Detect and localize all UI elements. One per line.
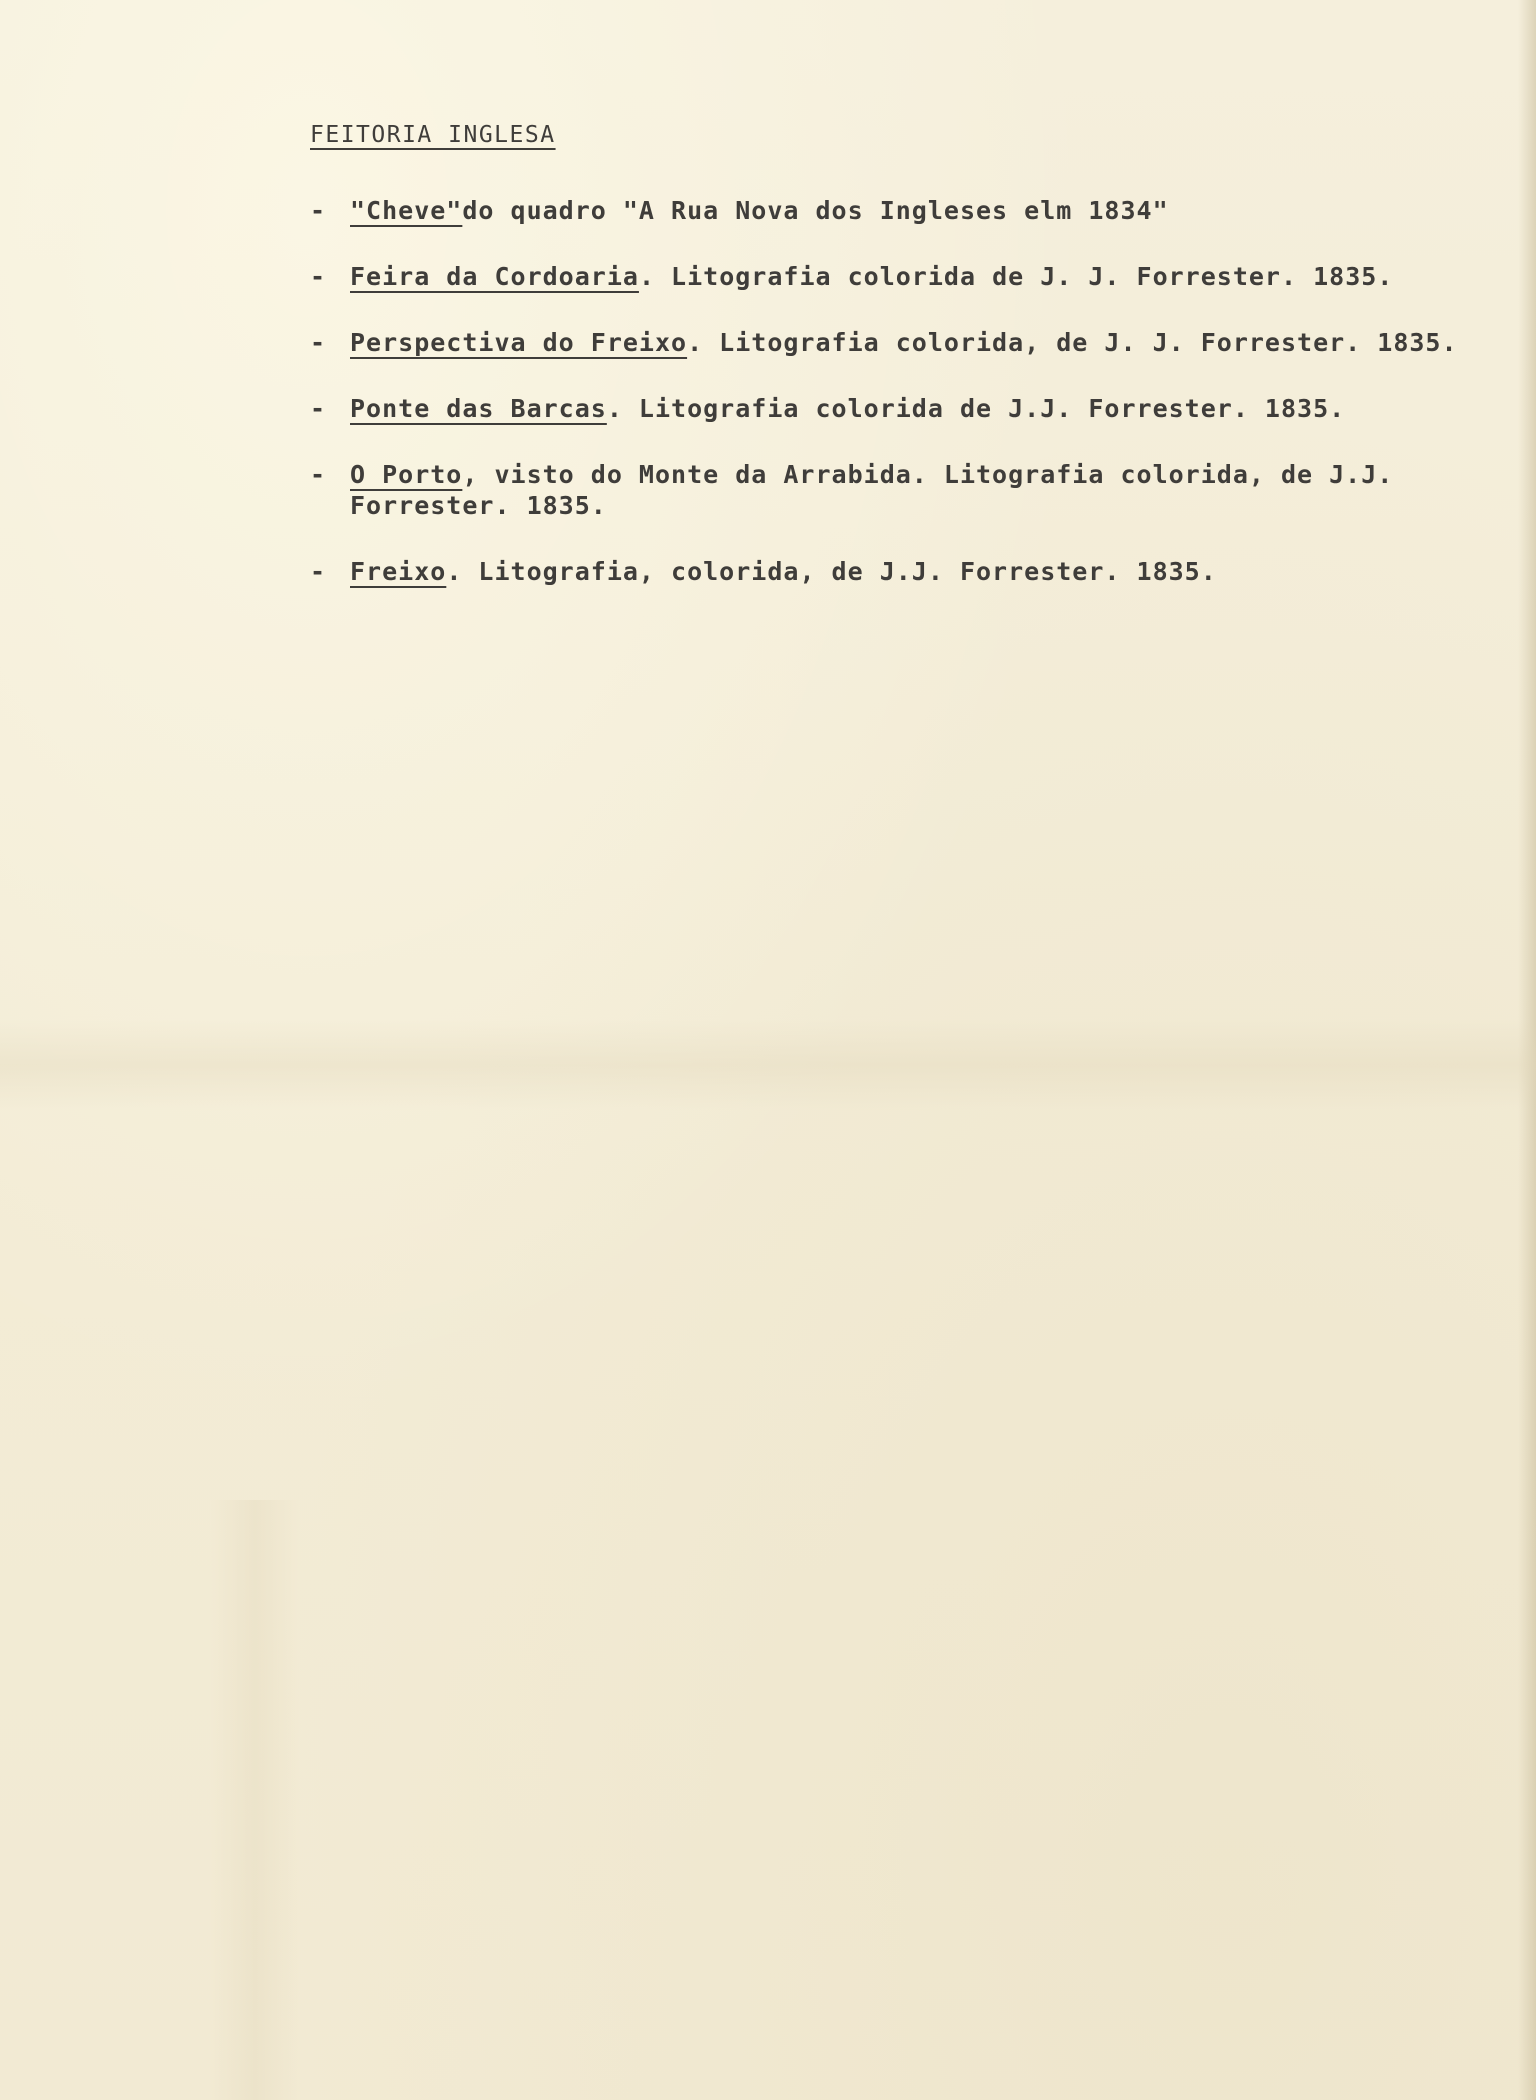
- entry-description: . Litografia colorida, de J. J. Forrester. 1835.: [687, 328, 1458, 357]
- entry-dash: -: [310, 460, 327, 489]
- typed-content: [310, 120, 1510, 622]
- entry-item: [310, 393, 1510, 424]
- entry-item: [310, 459, 1510, 521]
- entry-dash: -: [310, 262, 327, 291]
- entry-description: do quadro "A Rua Nova dos Ingleses elm 1834": [462, 196, 1169, 225]
- entry-dash: -: [310, 328, 327, 357]
- entry-title: Ponte das Barcas: [350, 394, 607, 423]
- show-through-band: [0, 1020, 1536, 1110]
- entry-item: [310, 327, 1510, 358]
- entry-dash: -: [310, 394, 327, 423]
- entry-description: . Litografia, colorida, de J.J. Forrester. 1835.: [446, 557, 1217, 586]
- entry-title: "Cheve": [350, 196, 463, 225]
- entry-description: . Litografia colorida de J. J. Forrester. 1835.: [638, 262, 1394, 291]
- entry-item: [310, 556, 1510, 587]
- entry-description: . Litografia colorida de J.J. Forrester. 1835.: [606, 394, 1346, 423]
- entry-item: [310, 195, 1510, 226]
- entry-title: Freixo: [350, 557, 447, 586]
- entry-dash: -: [310, 557, 327, 586]
- entry-item: [310, 261, 1510, 292]
- entry-description: , visto do Monte da Arrabida. Litografia colorida, de J.J. Forrester. 1835.: [350, 460, 1394, 520]
- entry-title: O Porto: [350, 460, 463, 489]
- entry-dash: -: [310, 196, 327, 225]
- entry-title: Feira da Cordoaria: [350, 262, 639, 291]
- entry-title: Perspectiva do Freixo: [350, 328, 688, 357]
- document-title: FEITORIA INGLESA: [310, 122, 556, 148]
- entry-list: [310, 195, 1510, 587]
- paper-fold: [210, 1500, 300, 2100]
